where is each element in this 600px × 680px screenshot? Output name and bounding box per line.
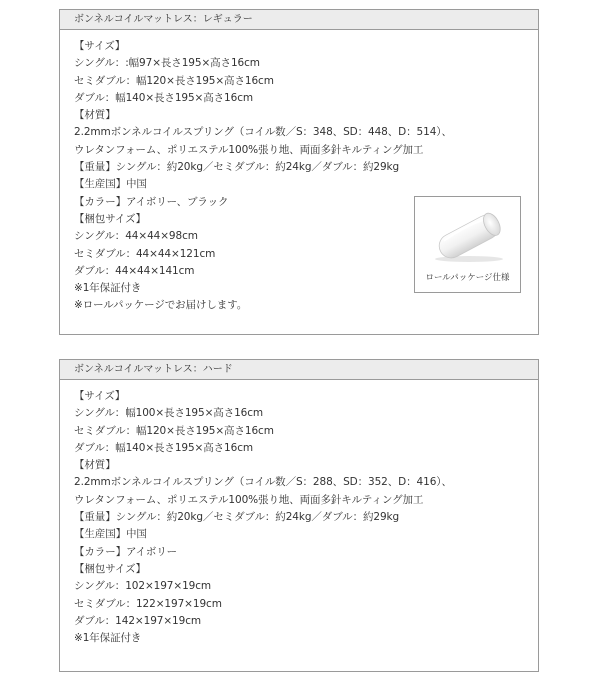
spec-line: 【カラー】アイボリー xyxy=(74,545,178,558)
spec-line: ※1年保証付き xyxy=(74,282,142,295)
spec-line: 2.2mmボンネルコイルスプリング（コイル数／S：288、SD：352、D：416）、 xyxy=(74,476,452,489)
spec-line: ダブル：幅140×長さ195×高さ16cm xyxy=(74,91,254,104)
spec-line: 【サイズ】 xyxy=(74,390,126,402)
spec-line: 【カラー】アイボリー、ブラック xyxy=(74,195,229,208)
spec-list xyxy=(74,38,452,315)
panel-title: ボンネルコイルマットレス：ハード xyxy=(60,360,538,380)
spec-line: セミダブル：幅120×長さ195×高さ16cm xyxy=(74,74,274,87)
spec-panel-hard xyxy=(59,359,539,672)
spec-line: ダブル：44×44×141cm xyxy=(74,264,195,277)
spec-line: セミダブル：幅120×長さ195×高さ16cm xyxy=(74,424,274,437)
roll-package-figure xyxy=(414,196,521,293)
spec-line: シングル：:幅97×長さ195×高さ16cm xyxy=(74,57,260,70)
spec-line: 【重量】シングル：約20kg／セミダブル：約24kg／ダブル：約29kg xyxy=(74,161,400,174)
spec-line: 【梱包サイズ】 xyxy=(74,212,146,225)
spec-line: セミダブル：44×44×121cm xyxy=(74,247,216,260)
spec-line: 【材質】 xyxy=(74,109,116,122)
spec-line: 【材質】 xyxy=(74,459,116,472)
panel-title: ボンネルコイルマットレス：レギュラー xyxy=(60,10,538,30)
spec-line: 2.2mmボンネルコイルスプリング（コイル数／S：348、SD：448、D：514）、 xyxy=(74,126,452,139)
spec-panel-regular xyxy=(59,9,539,335)
spec-line: 【重量】シングル：約20kg／セミダブル：約24kg／ダブル：約29kg xyxy=(74,511,400,524)
rolled-mattress-image xyxy=(423,205,513,265)
spec-line: ※ロールパッケージでお届けします。 xyxy=(74,299,248,312)
spec-line: ウレタンフォーム、ポリエステル100%張り地、両面多針キルティング加工 xyxy=(74,493,424,506)
spec-line: ウレタンフォーム、ポリエステル100%張り地、両面多針キルティング加工 xyxy=(74,143,424,156)
spec-line: 【サイズ】 xyxy=(74,40,126,52)
spec-line: シングル：幅100×長さ195×高さ16cm xyxy=(74,407,264,420)
spec-line: ※1年保証付き xyxy=(74,632,142,645)
spec-line: 【生産国】中国 xyxy=(74,528,147,541)
package-caption: ロールパッケージ仕様 xyxy=(425,273,510,283)
spec-line: セミダブル：122×197×19cm xyxy=(74,597,222,610)
spec-line: 【梱包サイズ】 xyxy=(74,562,146,575)
spec-line: 【生産国】中国 xyxy=(74,178,147,191)
spec-line: シングル：102×197×19cm xyxy=(74,580,212,593)
spec-list xyxy=(74,388,452,647)
spec-line: ダブル：142×197×19cm xyxy=(74,614,202,627)
spec-line: ダブル：幅140×長さ195×高さ16cm xyxy=(74,441,254,454)
spec-line: シングル：44×44×98cm xyxy=(74,230,198,243)
